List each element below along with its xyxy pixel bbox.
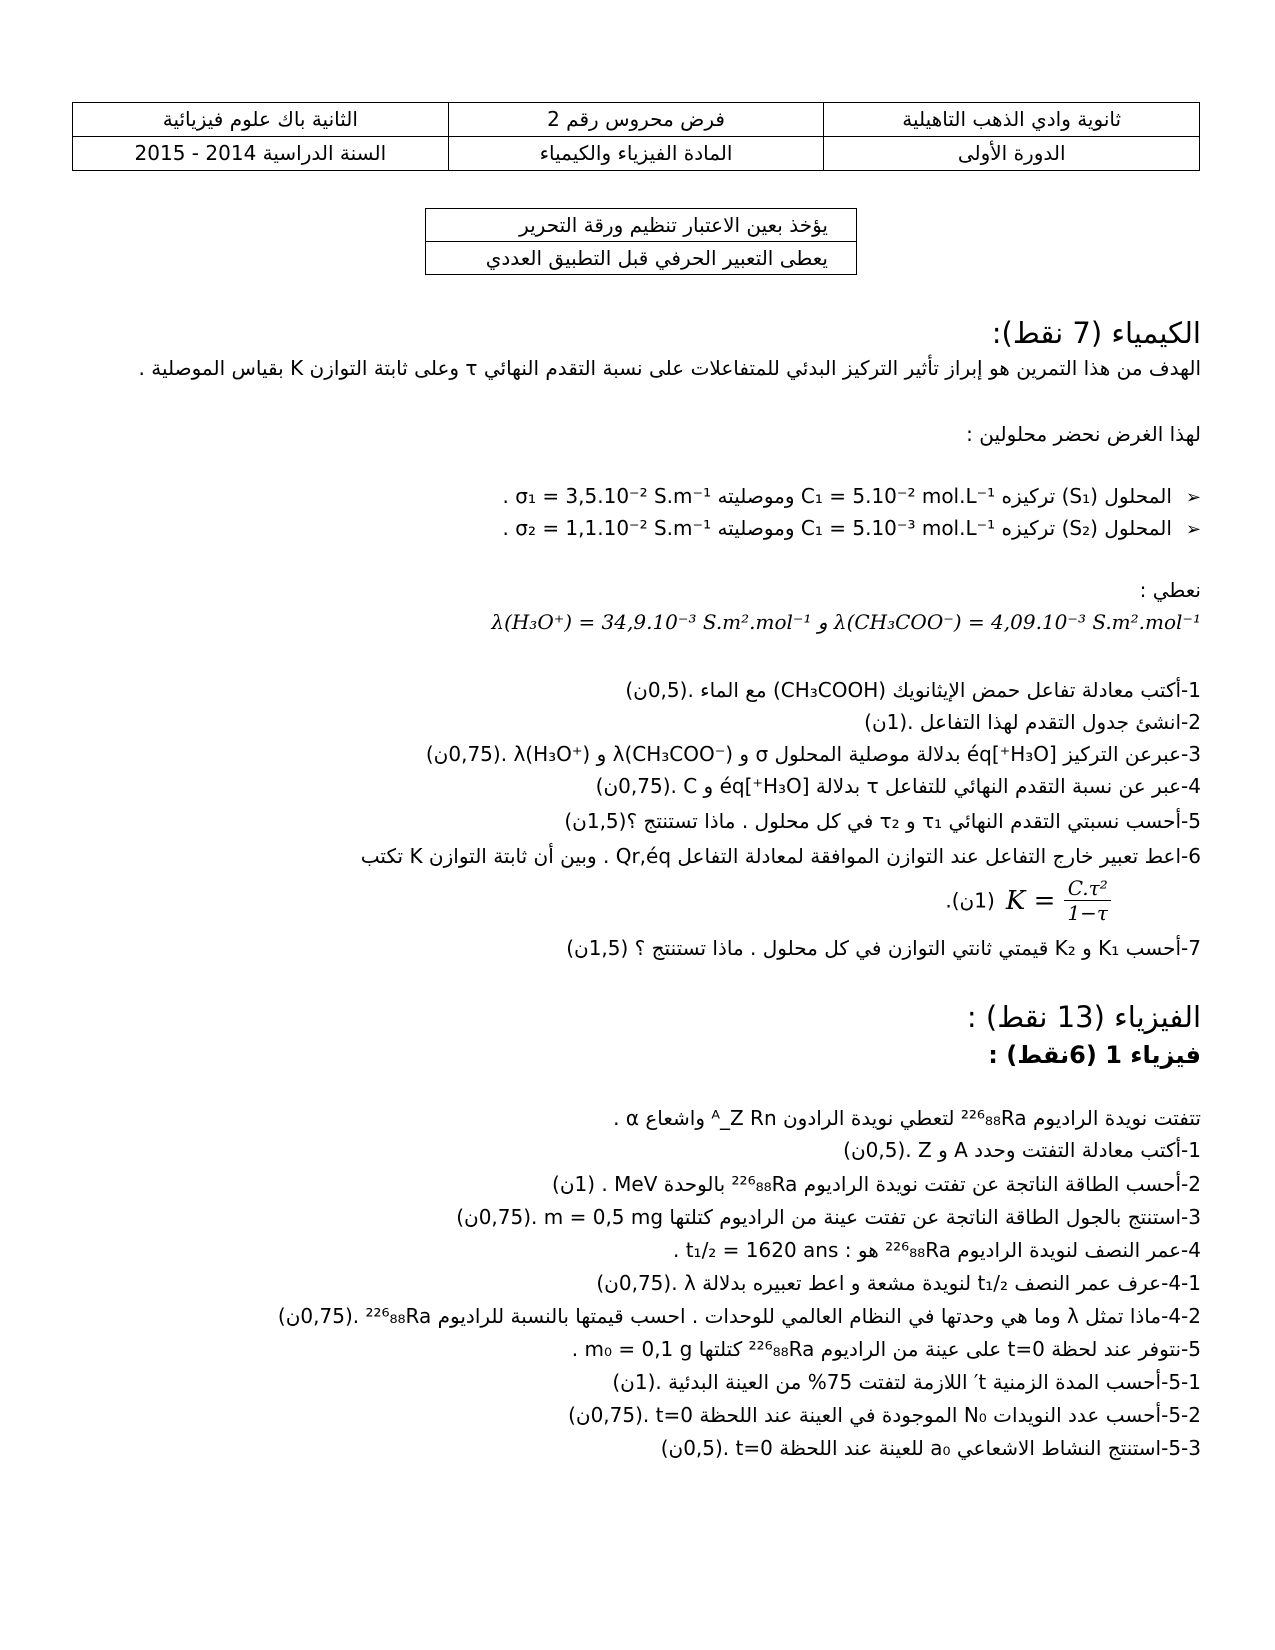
solution-2-text: المحلول (S₂) تركيزه C₁ = 5.10⁻³ mol.L⁻¹ وموصليته σ₂ = 1,1.10⁻² S.m⁻¹ . (502, 516, 1172, 540)
instructions-box (425, 208, 857, 275)
phys-question-3: 3-استنتج بالجول الطاقة الناتجة عن تفتت عينة من الراديوم كتلتها m = 0,5 mg .(0,75ن) (456, 1205, 1201, 1229)
chem-question-2: 2-انشئ جدول التقدم لهذا التفاعل .(1ن) (864, 710, 1201, 734)
header-row (73, 103, 1200, 137)
phys-question-1: 1-أكتب معادلة التفتت وحدد A و Z .(0,5ن) (843, 1138, 1201, 1162)
phys-question-5-1: 5-1-أحسب المدة الزمنية t′ اللازمة لتفتت 75% من العينة البدئية .(1ن) (612, 1370, 1201, 1394)
phys-question-5-2: 5-2-أحسب عدد النويدات N₀ الموجودة في العينة عند اللحظة t=0 .(0,75ن) (568, 1403, 1201, 1427)
arrow-bullet-icon: ➢ (1185, 487, 1201, 508)
chem-question-5: 5-أحسب نسبتي التقدم النهائي τ₁ و τ₂ في كل محلول . ماذا تستنتج ؟(1,5ن) (564, 809, 1201, 833)
instruction-line: يعطى التعبير الحرفي قبل التطبيق العددي (426, 242, 857, 275)
given-values: λ(H₃O⁺) = 34,9.10⁻³ S.m².mol⁻¹ و λ(CH₃COO⁻) = 4,09.10⁻³ S.m².mol⁻¹ (491, 610, 1201, 634)
chem-question-3: 3-عبرعن التركيز [H₃O⁺]éq بدلالة موصلية المحلول σ و λ(CH₃COO⁻) و λ(H₃O⁺) .(0,75ن) (425, 742, 1201, 766)
school-name: ثانوية وادي الذهب التاهيلية (824, 103, 1200, 137)
solution-1 (503, 480, 1201, 514)
phys-question-5-3: 5-3-استنتج النشاط الاشعاعي a₀ للعينة عند اللحظة t=0 .(0,5ن) (660, 1436, 1201, 1460)
k-numerator: C.τ² (1064, 876, 1111, 901)
solution-1-text: المحلول (S₁) تركيزه C₁ = 5.10⁻² mol.L⁻¹ وموصليته σ₁ = 3,5.10⁻² S.m⁻¹ . (502, 484, 1172, 508)
chem-question-7: 7-أحسب K₁ و K₂ قيمتي ثانتي التوازن في كل محلول . ماذا تستنتج ؟ (1,5ن) (566, 936, 1201, 960)
chem-question-6: 6-اعط تعبير خارج التفاعل عند التوازن الموافقة لمعادلة التفاعل Qr,éq . وبين أن ثابتة التوازن K تكتب (360, 844, 1201, 868)
session: الدورة الأولى (824, 137, 1200, 171)
physics-title: الفيزياء (13 نقط) : (966, 1000, 1201, 1034)
k-denominator: 1−τ (1067, 901, 1108, 925)
school-year: السنة الدراسية 2014 - 2015 (73, 137, 449, 171)
instruction-line: يؤخذ بعين الاعتبار تنظيم ورقة التحرير (426, 209, 857, 242)
phys-question-5: 5-نتوفر عند لحظة t=0 على عينة من الراديوم ²²⁶₈₈Ra كتلتها m₀ = 0,1 g . (571, 1337, 1201, 1361)
phys-question-4-2: 4-2-ماذا تمثل λ وما هي وحدتها في النظام العالمي للوحدات . احسب قيمتها بالنسبة للراديوم ²²⁶₈₈Ra .(0,75ن) (277, 1304, 1201, 1328)
solution-2 (503, 512, 1201, 546)
physics-intro: تتفتت نويدة الراديوم ²²⁶₈₈Ra لتعطي نويدة الرادون ᴬ_Z Rn واشعاع α . (613, 1106, 1201, 1130)
phys-question-4-1: 4-1-عرف عمر النصف t₁/₂ لنويدة مشعة و اعط تعبيره بدلالة λ .(0,75ن) (596, 1271, 1201, 1295)
phys-question-4: 4-عمر النصف لنويدة الراديوم ²²⁶₈₈Ra هو : t₁/₂ = 1620 ans . (672, 1238, 1201, 1262)
chem-question-4: 4-عبر عن نسبة التقدم النهائي للتفاعل τ بدلالة [H₃O⁺]éq و C .(0,75ن) (595, 774, 1201, 798)
header-table (72, 102, 1200, 171)
k-formula-lhs: K = (1005, 885, 1056, 916)
chem-question-1: 1-أكتب معادلة تفاعل حمض الإيثانويك (CH₃COOH) مع الماء .(0,5ن) (625, 678, 1201, 702)
k-formula-points: (1ن). (945, 888, 995, 913)
arrow-bullet-icon: ➢ (1185, 519, 1201, 540)
chemistry-purpose: لهذا الغرض نحضر محلولين : (966, 422, 1201, 446)
given-label: نعطي : (1139, 578, 1201, 602)
subject: المادة الفيزياء والكيمياء (448, 137, 824, 171)
physics-part1-title: فيزياء 1 (6نقط) : (988, 1041, 1201, 1069)
chemistry-title: الكيمياء (7 نقط): (991, 316, 1201, 350)
k-formula (945, 876, 1111, 925)
exam-title: فرض محروس رقم 2 (448, 103, 824, 137)
phys-question-2: 2-أحسب الطاقة الناتجة عن تفتت نويدة الراديوم ²²⁶₈₈Ra بالوحدة MeV . (1ن) (552, 1172, 1201, 1196)
class-level: الثانية باك علوم فيزيائية (73, 103, 449, 137)
k-fraction (1064, 876, 1111, 925)
header-row (73, 137, 1200, 171)
chemistry-intro: الهدف من هذا التمرين هو إبراز تأثير التركيز البدئي للمتفاعلات على نسبة التقدم النهائي τ وعلى ثابتة التوازن K بقياس الموصلية . (138, 356, 1201, 380)
